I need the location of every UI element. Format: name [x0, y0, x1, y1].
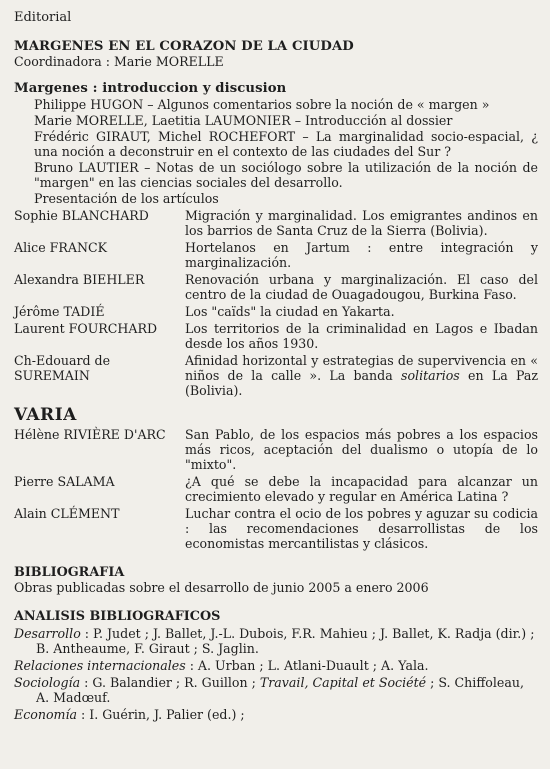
article-author: Jérôme TADIÉ: [14, 304, 105, 319]
analisis-entry: [14, 658, 538, 673]
bibliografia-text: Obras publicadas sobre el desarrollo de junio 2005 a enero 2006: [14, 580, 429, 595]
article-title: Los "caïds" la ciudad en Yakarta.: [185, 304, 395, 319]
intro-item-1: Philippe HUGON – Algunos comentarios sobre la noción de « margen »: [34, 97, 490, 112]
analisis-label: Desarrollo: [14, 626, 81, 641]
intro-item-5: Presentación de los artículos: [34, 191, 219, 206]
analisis-label: Economía: [14, 707, 77, 722]
article-row: [14, 240, 538, 270]
intro-item-2: Marie MORELLE, Laetitia LAUMONIER – Introducción al dossier: [34, 113, 453, 128]
article-row: [14, 353, 538, 398]
article-row: [14, 321, 538, 351]
varia-author: Hélène RIVIÈRE D'ARC: [14, 427, 166, 442]
article-row: [14, 304, 538, 319]
article-title-italic: solitarios: [401, 368, 460, 383]
intro-heading: Margenes : introduccion y discusion: [14, 81, 287, 96]
article-author: Sophie BLANCHARD: [14, 208, 149, 223]
analisis-text: : I. Guérin, J. Palier (ed.) ;: [77, 707, 245, 722]
varia-row: [14, 506, 538, 551]
article-title: Migración y marginalidad. Los emigrantes andinos en los barrios de Santa Cruz de la Sierra (Bolivia).: [185, 208, 538, 238]
analisis-text: : G. Balandier ; R. Guillon ;: [80, 675, 260, 690]
article-title-part: en La Paz (Bolivia).: [185, 368, 538, 398]
article-title: [185, 353, 538, 398]
varia-heading: VARIA: [14, 405, 77, 425]
analisis-label: Relaciones internacionales: [14, 658, 186, 673]
analisis-text: : A. Urban ; L. Atlani-Duault ; A. Yala.: [185, 658, 429, 673]
analisis-text-cont: B. Antheaume, F. Giraut ; S. Jaglin.: [36, 641, 259, 656]
analisis-entry: [14, 626, 538, 656]
editorial-heading: Editorial: [14, 10, 72, 25]
dossier-title: MARGENES EN EL CORAZON DE LA CIUDAD: [14, 39, 354, 54]
intro-item-4: Bruno LAUTIER – Notas de un sociólogo sobre la utilización de la noción de "margen" en las ciencias sociales del desarrollo.: [34, 160, 538, 190]
article-row: [14, 208, 538, 238]
varia-title: ¿A qué se debe la incapacidad para alcanzar un crecimiento elevado y regular en América Latina ?: [185, 474, 538, 504]
article-title: Los territorios de la criminalidad en Lagos e Ibadan desde los años 1930.: [185, 321, 538, 351]
analisis-text: ; S. Chiffoleau,: [426, 675, 524, 690]
varia-author: Alain CLÉMENT: [14, 506, 120, 521]
article-row: [14, 272, 538, 302]
analisis-label: Sociología: [14, 675, 81, 690]
analisis-entry: [14, 707, 538, 722]
analisis-entry: [14, 675, 538, 705]
article-author: Ch-Edouard de SUREMAIN: [14, 353, 111, 383]
varia-row: [14, 427, 538, 472]
varia-row: [14, 474, 538, 504]
analisis-text-cont: A. Madœuf.: [36, 690, 111, 705]
coordinator-line: Coordinadora : Marie MORELLE: [14, 54, 224, 69]
article-title-part: Afinidad horizontal y estrategias de supervivencia en « niños de la calle ». La banda: [185, 353, 538, 383]
varia-author: Pierre SALAMA: [14, 474, 115, 489]
article-title: Hortelanos en Jartum : entre integración y marginalización.: [185, 240, 538, 270]
intro-item-3: Frédéric GIRAUT, Michel ROCHEFORT – La marginalidad socio-espacial, ¿ una noción a deconstruir en el contexto de las ciudades del Sur ?: [34, 129, 538, 159]
table-of-contents: [14, 10, 538, 724]
article-author: Alexandra BIEHLER: [14, 272, 145, 287]
analisis-text-italic: Travail, Capital et Société: [259, 675, 427, 690]
analisis-heading: ANALISIS BIBLIOGRAFICOS: [14, 609, 221, 624]
analisis-text: : P. Judet ; J. Ballet, J.-L. Dubois, F.R. Mahieu ; J. Ballet, K. Radja (dir.) ;: [80, 626, 535, 641]
article-author: Laurent FOURCHARD: [14, 321, 158, 336]
bibliografia-heading: BIBLIOGRAFIA: [14, 565, 125, 580]
article-author: Alice FRANCK: [14, 240, 108, 255]
varia-title: San Pablo, de los espacios más pobres a los espacios más ricos, aceptación del dualismo o utopía de lo "mixto".: [185, 427, 538, 472]
varia-title: Luchar contra el ocio de los pobres y aguzar su codicia : las recomendaciones desarrollistas de los economistas mercantilistas y clásicos.: [185, 506, 538, 551]
article-title: Renovación urbana y marginalización. El caso del centro de la ciudad de Ouagadougou, Burkina Faso.: [185, 272, 538, 302]
